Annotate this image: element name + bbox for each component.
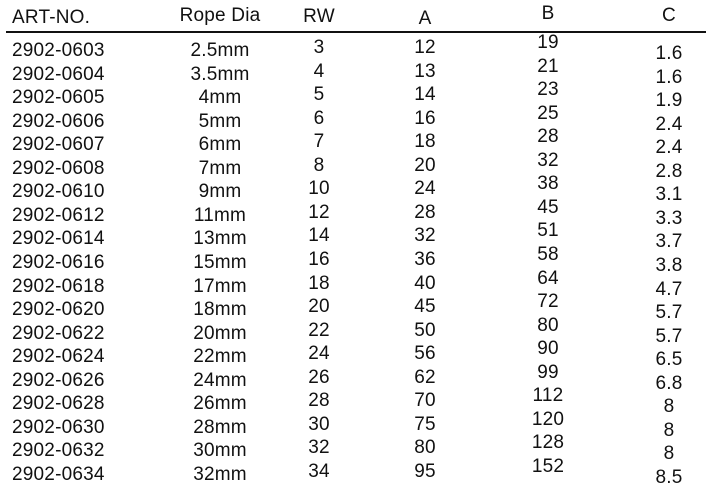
cell-a: 70 <box>414 390 436 412</box>
cell-art-no: 2902-0622 <box>12 322 105 344</box>
header-art-no: ART-NO. <box>12 7 91 28</box>
header-c: C <box>662 5 676 26</box>
cell-a: 45 <box>414 296 436 318</box>
cell-b: 32 <box>537 149 559 171</box>
cell-art-no: 2902-0612 <box>12 204 105 226</box>
cell-rw: 4 <box>313 60 325 82</box>
cell-c: 6.8 <box>655 372 683 394</box>
cell-a: 12 <box>414 37 436 58</box>
cell-art-no: 2902-0604 <box>12 63 105 85</box>
cell-b: 128 <box>531 432 565 454</box>
cell-b: 99 <box>537 361 559 383</box>
cell-art-no: 2902-0608 <box>12 157 105 179</box>
cell-c: 4.7 <box>655 278 683 300</box>
cell-rope-dia: 6mm <box>198 134 242 156</box>
cell-rw: 3 <box>313 37 325 58</box>
cell-b: 64 <box>537 267 559 289</box>
cell-a: 50 <box>414 319 436 341</box>
cell-rope-dia: 9mm <box>198 181 242 203</box>
cell-rw: 12 <box>308 201 330 223</box>
cell-rw: 5 <box>313 84 325 106</box>
cell-c: 1.6 <box>655 43 683 64</box>
cell-a: 13 <box>414 60 436 82</box>
cell-rw: 7 <box>313 131 325 153</box>
cell-c: 8 <box>663 396 675 418</box>
cell-a: 40 <box>414 272 436 294</box>
cell-c: 1.9 <box>655 90 683 112</box>
cell-a: 16 <box>414 107 436 129</box>
cell-rw: 28 <box>308 390 330 412</box>
cell-rope-dia: 5mm <box>198 110 242 132</box>
cell-rw: 18 <box>308 272 330 294</box>
cell-b: 112 <box>532 385 564 407</box>
cell-rope-dia: 2.5mm <box>190 40 250 61</box>
cell-b: 152 <box>531 455 565 477</box>
cell-art-no: 2902-0603 <box>12 40 105 61</box>
cell-a: 80 <box>414 437 436 459</box>
cell-art-no: 2902-0628 <box>12 393 105 415</box>
cell-rope-dia: 30mm <box>193 440 247 462</box>
cell-rope-dia: 24mm <box>193 369 247 391</box>
cell-c: 6.5 <box>655 349 683 371</box>
cell-c: 3.7 <box>655 231 683 253</box>
cell-a: 95 <box>414 460 436 482</box>
cell-rope-dia: 15mm <box>193 251 247 273</box>
cell-art-no: 2902-0614 <box>12 228 105 250</box>
cell-c: 5.7 <box>655 325 683 347</box>
cell-c: 8 <box>663 443 675 465</box>
header-rope-dia: Rope Dia <box>179 5 261 26</box>
cell-rope-dia: 32mm <box>193 463 247 485</box>
header-b: B <box>541 3 555 24</box>
cell-rope-dia: 13mm <box>193 228 247 250</box>
cell-b: 38 <box>537 173 559 195</box>
cell-a: 32 <box>414 225 436 247</box>
cell-rw: 6 <box>313 107 325 129</box>
cell-b: 28 <box>537 126 559 148</box>
cell-rope-dia: 28mm <box>193 416 247 438</box>
cell-art-no: 2902-0616 <box>12 251 105 273</box>
cell-b: 90 <box>537 338 559 360</box>
cell-rw: 20 <box>308 296 330 318</box>
header-a: A <box>418 8 432 29</box>
cell-rw: 10 <box>308 178 330 200</box>
cell-art-no: 2902-0605 <box>12 87 105 109</box>
cell-rope-dia: 20mm <box>193 322 247 344</box>
cell-c: 2.4 <box>655 113 683 135</box>
cell-c: 2.4 <box>655 137 683 159</box>
cell-art-no: 2902-0607 <box>12 134 105 156</box>
cell-a: 28 <box>414 201 436 223</box>
cell-rope-dia: 11mm <box>193 204 247 226</box>
cell-rw: 22 <box>308 319 330 341</box>
cell-b: 72 <box>537 291 559 313</box>
cell-rw: 32 <box>308 437 330 459</box>
cell-b: 21 <box>537 55 559 77</box>
cell-b: 80 <box>537 314 559 336</box>
cell-art-no: 2902-0634 <box>12 463 105 485</box>
cell-art-no: 2902-0630 <box>12 416 105 438</box>
cell-a: 20 <box>414 154 436 176</box>
cell-c: 3.8 <box>655 254 683 276</box>
cell-rope-dia: 22mm <box>193 346 247 368</box>
cell-art-no: 2902-0632 <box>12 440 105 462</box>
header-rw: RW <box>303 6 335 27</box>
cell-art-no: 2902-0618 <box>12 275 105 297</box>
cell-art-no: 2902-0624 <box>12 346 105 368</box>
cell-rw: 34 <box>308 460 330 482</box>
cell-c: 2.8 <box>655 160 683 182</box>
cell-rw: 16 <box>308 248 330 270</box>
cell-a: 14 <box>414 84 436 106</box>
cell-a: 56 <box>414 343 436 365</box>
cell-c: 1.6 <box>655 66 683 88</box>
cell-art-no: 2902-0610 <box>12 181 105 203</box>
cell-art-no: 2902-0620 <box>12 299 105 321</box>
cell-b: 19 <box>537 32 559 53</box>
cell-b: 51 <box>537 220 559 242</box>
cell-b: 45 <box>537 196 559 218</box>
cell-rw: 26 <box>308 366 330 388</box>
cell-a: 62 <box>414 366 436 388</box>
cell-rw: 24 <box>308 343 330 365</box>
cell-rw: 8 <box>313 154 325 176</box>
cell-b: 120 <box>531 408 565 430</box>
cell-rw: 30 <box>308 413 330 435</box>
cell-c: 8.5 <box>655 466 683 488</box>
header-rule <box>6 31 706 33</box>
cell-c: 3.3 <box>655 207 683 229</box>
cell-rope-dia: 7mm <box>198 157 242 179</box>
cell-art-no: 2902-0606 <box>12 110 105 132</box>
cell-rope-dia: 3.5mm <box>190 63 250 85</box>
cell-rw: 14 <box>308 225 330 247</box>
cell-a: 75 <box>414 413 436 435</box>
cell-rope-dia: 26mm <box>193 393 247 415</box>
cell-a: 36 <box>414 248 436 270</box>
cell-rope-dia: 17mm <box>193 275 247 297</box>
cell-b: 25 <box>537 102 559 124</box>
cell-c: 5.7 <box>655 302 683 324</box>
cell-b: 58 <box>537 243 559 265</box>
cell-rope-dia: 4mm <box>198 87 242 109</box>
cell-c: 8 <box>663 419 675 441</box>
cell-b: 23 <box>537 79 559 101</box>
cell-a: 18 <box>414 131 436 153</box>
cell-rope-dia: 18mm <box>193 299 247 321</box>
cell-art-no: 2902-0626 <box>12 369 105 391</box>
cell-c: 3.1 <box>655 184 683 206</box>
cell-a: 24 <box>414 178 436 200</box>
